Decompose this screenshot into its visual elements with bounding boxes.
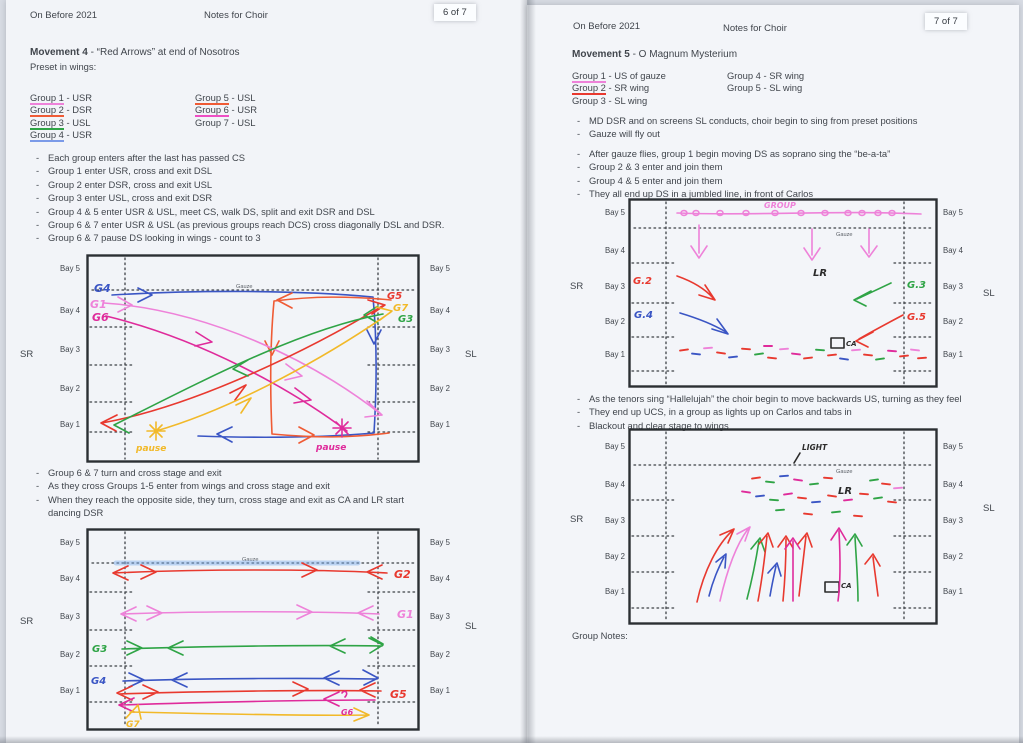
group-list-col2 bbox=[727, 70, 804, 95]
choir-member-dash bbox=[918, 358, 926, 359]
hand-label: G1 bbox=[397, 608, 414, 621]
bay-label: Bay 2 bbox=[60, 384, 80, 393]
bay-label: Bay 4 bbox=[943, 480, 963, 489]
choir-member-dash bbox=[742, 491, 750, 492]
hand-stroke bbox=[123, 670, 378, 687]
group-preset-row bbox=[30, 92, 92, 104]
choir-member-dash bbox=[874, 497, 882, 498]
bullet-dash: - bbox=[36, 205, 40, 217]
bay-label: Bay 1 bbox=[430, 420, 450, 429]
choir-member-dash bbox=[840, 358, 848, 359]
bay-label: Bay 2 bbox=[430, 650, 450, 659]
choir-member-dash bbox=[804, 514, 812, 515]
page-number: 6 of 7 bbox=[443, 7, 467, 18]
hand-stroke bbox=[121, 605, 379, 621]
bay-label: Bay 2 bbox=[605, 317, 625, 326]
choir-member-dash bbox=[900, 356, 908, 357]
bullet-dash: - bbox=[36, 152, 40, 163]
stage-diagram-movement5-gather bbox=[628, 198, 938, 388]
bay-label: Bay 3 bbox=[943, 282, 963, 291]
bullet-text: Group 4 & 5 enter USR & USL, meet CS, walk DS, split and exit DSR and DSL bbox=[48, 205, 375, 217]
bullet-text: They end up UCS, in a group as lights up on Carlos and tabs in bbox=[589, 406, 852, 418]
bullet-dash: - bbox=[577, 406, 581, 418]
bay-label: Bay 5 bbox=[60, 538, 80, 547]
movement-heading bbox=[572, 49, 737, 60]
hand-stroke bbox=[831, 338, 844, 348]
hand-stroke bbox=[785, 538, 800, 601]
hand-stroke bbox=[677, 276, 715, 300]
group-position: - SL wing bbox=[760, 82, 803, 94]
hand-stroke bbox=[126, 705, 369, 721]
stage-sr-label: SR bbox=[570, 281, 584, 292]
page-left bbox=[6, 0, 527, 743]
header-show-title: On Before 2021 bbox=[573, 21, 641, 32]
choir-member-dash bbox=[832, 512, 840, 513]
bullet-dash: - bbox=[577, 188, 581, 200]
group-position: - SR wing bbox=[760, 70, 805, 81]
bay-label: Bay 1 bbox=[943, 587, 963, 596]
hand-label: G3 bbox=[398, 314, 414, 325]
choir-member-dash bbox=[876, 358, 884, 359]
bay-label: Bay 4 bbox=[430, 574, 450, 583]
hand-label: LR bbox=[838, 486, 853, 497]
hand-label: G5 bbox=[387, 291, 403, 302]
bay-label: Bay 5 bbox=[430, 538, 450, 547]
bullet-text: Group 6 & 7 enter USR & USL (as previous groups reach DCS) cross diagonally DSL and DSR. bbox=[48, 219, 445, 231]
stage-diagram-movement4-lines bbox=[86, 528, 420, 731]
bullet-text: As the tenors sing “Hallelujah” the choir begin to move backwards US, turning as they feel bbox=[589, 393, 962, 404]
hand-stroke bbox=[691, 225, 877, 260]
choir-member-dash bbox=[911, 350, 919, 351]
hand-stroke bbox=[677, 213, 921, 214]
bay-label: Bay 5 bbox=[60, 264, 80, 273]
bullet-list bbox=[577, 147, 1017, 201]
group-name: Group 1 bbox=[30, 92, 64, 103]
bullet-dash: - bbox=[36, 493, 40, 505]
choir-member-dash bbox=[816, 350, 824, 351]
bay-label: Bay 1 bbox=[943, 350, 963, 359]
group-name: Group 4 bbox=[727, 70, 761, 81]
bullet-item bbox=[36, 191, 516, 204]
group-list-col1 bbox=[572, 70, 666, 107]
hand-label: GROUP bbox=[764, 201, 796, 210]
choir-member-dash bbox=[692, 354, 700, 355]
bullet-item bbox=[577, 392, 1017, 405]
bullet-item bbox=[36, 479, 436, 492]
hand-label: G4 bbox=[91, 676, 107, 687]
bay-label: Bay 2 bbox=[60, 650, 80, 659]
bullet-list bbox=[36, 151, 516, 245]
bay-label: Bay 4 bbox=[430, 306, 450, 315]
bay-label: Bay 1 bbox=[605, 350, 625, 359]
group-notes-label: Group Notes: bbox=[572, 630, 628, 641]
hand-stroke bbox=[794, 453, 800, 463]
hand-stroke bbox=[112, 288, 381, 442]
bay-label: Bay 5 bbox=[605, 208, 625, 217]
bullet-item bbox=[577, 160, 1017, 173]
bullet-text: Group 3 enter USL, cross and exit DSR bbox=[48, 192, 213, 204]
page-seam bbox=[520, 0, 536, 743]
bay-label: Bay 4 bbox=[943, 246, 963, 255]
group-position: - USR bbox=[63, 92, 92, 103]
bay-label: Bay 4 bbox=[60, 306, 80, 315]
choir-member-dash bbox=[717, 352, 725, 353]
bullet-item bbox=[36, 493, 436, 520]
bullet-text: Blackout and clear stage to wings bbox=[589, 419, 729, 431]
hand-label: G4 bbox=[94, 282, 111, 295]
movement-title: Movement 4 bbox=[30, 47, 88, 58]
choir-member-dash bbox=[780, 476, 788, 477]
group-preset-row bbox=[572, 95, 666, 107]
group-preset-row bbox=[195, 92, 257, 104]
hand-stroke bbox=[856, 315, 903, 347]
bullet-text: Gauze will fly out bbox=[589, 128, 660, 140]
choir-member-dash bbox=[810, 484, 818, 485]
bay-label: Bay 1 bbox=[605, 587, 625, 596]
movement-heading bbox=[30, 47, 240, 58]
stage-diagram-movement5-retreat bbox=[628, 428, 938, 625]
group-preset-row bbox=[30, 104, 92, 116]
hand-stroke bbox=[768, 563, 781, 596]
hand-stroke bbox=[778, 536, 793, 601]
bay-label: Bay 3 bbox=[60, 345, 80, 354]
group-name: Group 6 bbox=[195, 104, 229, 116]
group-list-col1 bbox=[30, 92, 92, 142]
bullet-item bbox=[36, 151, 516, 164]
choir-member-dash bbox=[766, 482, 774, 483]
hand-stroke bbox=[847, 534, 862, 601]
hand-label: G1 bbox=[90, 298, 107, 311]
bullet-item bbox=[577, 174, 1017, 187]
group-name: Group 3 bbox=[30, 116, 64, 128]
stage-sl-label: SL bbox=[465, 349, 477, 360]
group-position: - USR bbox=[63, 129, 92, 141]
hand-label: G.4 bbox=[634, 310, 653, 321]
choir-member-dash bbox=[854, 516, 862, 517]
choir-member-dash bbox=[729, 357, 737, 358]
choir-member-dash bbox=[755, 353, 763, 354]
bullet-item bbox=[36, 178, 516, 191]
bullet-dash: - bbox=[577, 174, 581, 186]
header-doc-title: Notes for Choir bbox=[723, 23, 787, 34]
hand-label: pause bbox=[316, 443, 347, 453]
hand-stroke bbox=[147, 307, 392, 440]
choir-member-dash bbox=[776, 510, 784, 511]
bullet-list bbox=[36, 466, 436, 520]
hand-stroke bbox=[831, 528, 846, 601]
hand-label: G.3 bbox=[907, 280, 926, 291]
choir-member-dash bbox=[824, 478, 832, 479]
hand-stroke bbox=[798, 533, 812, 596]
choir-member-dash bbox=[888, 351, 896, 352]
bay-label: Bay 2 bbox=[943, 317, 963, 326]
choir-member-dash bbox=[780, 349, 788, 350]
hand-stroke bbox=[117, 682, 381, 700]
bay-label: Bay 5 bbox=[430, 264, 450, 273]
group-position: - SL wing bbox=[605, 94, 648, 106]
hand-label: G.2 bbox=[633, 276, 652, 287]
bullet-text: Group 6 & 7 pause DS looking in wings - count to 3 bbox=[48, 232, 261, 244]
bullet-dash: - bbox=[577, 393, 581, 404]
choir-member-dash bbox=[768, 358, 776, 359]
hand-stroke bbox=[747, 538, 765, 599]
choir-member-dash bbox=[752, 477, 760, 478]
hand-label: G6 bbox=[341, 708, 354, 717]
bullet-item bbox=[36, 231, 516, 244]
group-name: Group 5 bbox=[727, 82, 761, 94]
gauze-label: Gauze bbox=[836, 469, 853, 475]
bullet-dash: - bbox=[577, 115, 581, 126]
hand-label: G7 bbox=[393, 303, 409, 314]
bullet-text: They all end up DS in a jumbled line, in front of Carlos bbox=[589, 188, 814, 200]
hand-label: G.5 bbox=[907, 312, 926, 323]
choir-member-dash bbox=[812, 502, 820, 503]
hand-label: CA bbox=[846, 340, 857, 348]
bullet-dash: - bbox=[36, 219, 40, 231]
page-number-slip bbox=[434, 4, 476, 21]
choir-member-dash bbox=[870, 479, 878, 480]
group-name: Group 2 bbox=[572, 82, 606, 94]
gauze-label: Gauze bbox=[836, 232, 853, 238]
stage-sr-label: SR bbox=[570, 514, 584, 525]
hand-label: LIGHT bbox=[802, 443, 828, 452]
group-preset-row bbox=[30, 117, 92, 129]
group-name: Group 5 bbox=[195, 92, 229, 103]
bullet-dash: - bbox=[36, 165, 40, 177]
choir-member-dash bbox=[828, 355, 836, 356]
bullet-text: After gauze flies, group 1 begin moving DS as soprano sing the “be-a-ta” bbox=[589, 148, 891, 159]
bullet-text: MD DSR and on screens SL conducts, choir begin to sing from preset positions bbox=[589, 115, 918, 126]
bullet-item bbox=[577, 114, 1017, 127]
choir-member-dash bbox=[770, 500, 778, 501]
bullet-item bbox=[36, 164, 516, 177]
group-list-col2 bbox=[195, 92, 257, 129]
choir-member-dash bbox=[792, 354, 800, 355]
group-name: Group 7 bbox=[195, 116, 229, 128]
bullet-item bbox=[36, 205, 516, 218]
group-position: - USR bbox=[228, 104, 257, 116]
stage-sl-label: SL bbox=[465, 621, 477, 632]
bullet-text: Group 1 enter USR, cross and exit DSL bbox=[48, 165, 213, 177]
bullet-text: When they reach the opposite side, they turn, cross stage and exit as CA and LR start dancing DSR bbox=[48, 493, 404, 519]
bay-label: Bay 4 bbox=[60, 574, 80, 583]
stage-sl-label: SL bbox=[983, 288, 995, 299]
choir-member-dash bbox=[680, 349, 688, 350]
choir-member-dash bbox=[864, 355, 872, 356]
choir-member-dash bbox=[704, 348, 712, 349]
hand-stroke bbox=[825, 582, 839, 592]
group-position: - SR wing bbox=[605, 82, 650, 94]
bay-label: Bay 3 bbox=[60, 612, 80, 621]
choir-member-dash bbox=[882, 484, 890, 485]
group-name: Group 1 bbox=[572, 70, 606, 81]
hand-stroke bbox=[119, 691, 375, 712]
group-preset-row bbox=[727, 82, 804, 94]
choir-member-dash bbox=[784, 493, 792, 494]
group-position: - USL bbox=[228, 116, 256, 128]
group-preset-row bbox=[30, 129, 92, 141]
bullet-item bbox=[577, 405, 1017, 418]
choir-member-dash bbox=[756, 496, 764, 497]
hand-label: G5 bbox=[390, 688, 407, 701]
page-number: 7 of 7 bbox=[934, 16, 958, 27]
bay-label: Bay 1 bbox=[60, 686, 80, 695]
group-preset-row bbox=[572, 82, 666, 94]
header-show-title: On Before 2021 bbox=[30, 10, 98, 21]
choir-member-dash bbox=[844, 500, 852, 501]
group-position: - USL bbox=[63, 116, 91, 128]
group-position: - DSR bbox=[63, 104, 92, 116]
stage-sl-label: SL bbox=[983, 503, 995, 514]
bullet-dash: - bbox=[577, 419, 581, 431]
hand-label: G2 bbox=[394, 568, 411, 581]
bullet-dash: - bbox=[36, 178, 40, 190]
bullet-text: Each group enters after the last has passed CS bbox=[48, 152, 245, 163]
bay-label: Bay 5 bbox=[605, 442, 625, 451]
stage-sr-label: SR bbox=[20, 616, 34, 627]
bullet-dash: - bbox=[36, 480, 40, 492]
bay-label: Bay 3 bbox=[605, 516, 625, 525]
hand-label: LR bbox=[813, 268, 828, 279]
bay-label: Bay 5 bbox=[943, 442, 963, 451]
bullet-item bbox=[36, 218, 516, 231]
hand-stroke bbox=[854, 283, 891, 306]
bullet-text: Group 4 & 5 enter and join them bbox=[589, 174, 723, 186]
hand-stroke bbox=[122, 637, 383, 655]
movement-subtitle: - O Magnum Mysterium bbox=[629, 49, 738, 60]
choir-member-dash bbox=[860, 494, 868, 495]
hand-stroke bbox=[680, 313, 728, 334]
hand-stroke bbox=[865, 554, 880, 596]
choir-member-dash bbox=[852, 350, 860, 351]
bay-label: Bay 3 bbox=[605, 282, 625, 291]
bay-label: Bay 2 bbox=[943, 552, 963, 561]
bullet-text: Group 2 & 3 enter and join them bbox=[589, 161, 723, 173]
movement-title: Movement 5 bbox=[572, 49, 630, 60]
group-name: Group 4 bbox=[30, 129, 64, 141]
bullet-text: Group 2 enter DSR, cross and exit USL bbox=[48, 178, 213, 190]
bullet-item bbox=[577, 127, 1017, 140]
hand-label: G6 bbox=[92, 311, 109, 324]
preset-label: Preset in wings: bbox=[30, 61, 97, 72]
bullet-text: As they cross Groups 1-5 enter from wings and cross stage and exit bbox=[48, 480, 330, 492]
hand-stroke bbox=[697, 529, 734, 602]
hand-stroke bbox=[113, 563, 387, 580]
bay-label: Bay 3 bbox=[430, 345, 450, 354]
hand-stroke bbox=[106, 316, 351, 437]
choir-member-dash bbox=[742, 349, 750, 350]
hand-label: G7 bbox=[126, 720, 140, 730]
bullet-dash: - bbox=[36, 232, 40, 244]
bullet-text: Group 6 & 7 turn and cross stage and exit bbox=[48, 467, 222, 478]
gauze-label: Gauze bbox=[236, 284, 253, 290]
bullet-dash: - bbox=[36, 467, 40, 478]
bullet-dash: - bbox=[577, 161, 581, 173]
bay-label: Bay 3 bbox=[943, 516, 963, 525]
bay-label: Bay 4 bbox=[605, 246, 625, 255]
choir-member-dash bbox=[794, 479, 802, 480]
group-name: Group 2 bbox=[30, 104, 64, 116]
movement-subtitle: - “Red Arrows” at end of Nosotros bbox=[87, 47, 240, 58]
bullet-item bbox=[577, 147, 1017, 160]
bay-label: Bay 5 bbox=[943, 208, 963, 217]
group-preset-row bbox=[727, 70, 804, 82]
bay-label: Bay 1 bbox=[60, 420, 80, 429]
group-preset-row bbox=[195, 104, 257, 116]
choir-member-dash bbox=[888, 502, 896, 503]
hand-label: G3 bbox=[92, 644, 108, 655]
bay-label: Bay 2 bbox=[605, 552, 625, 561]
header-doc-title: Notes for Choir bbox=[204, 10, 268, 21]
bullet-item bbox=[36, 466, 436, 479]
gauze-label: Gauze bbox=[242, 557, 259, 563]
group-position: - USL bbox=[228, 92, 256, 103]
bullet-dash: - bbox=[577, 128, 581, 140]
bay-label: Bay 4 bbox=[605, 480, 625, 489]
choir-member-dash bbox=[804, 358, 812, 359]
group-preset-row bbox=[572, 70, 666, 82]
choir-member-dash bbox=[894, 488, 902, 489]
page-right bbox=[527, 5, 1019, 743]
choir-member-dash bbox=[828, 495, 836, 496]
stage-sr-label: SR bbox=[20, 349, 34, 360]
group-name: Group 3 bbox=[572, 94, 606, 106]
bay-label: Bay 3 bbox=[430, 612, 450, 621]
bullet-dash: - bbox=[577, 148, 581, 159]
bay-label: Bay 2 bbox=[430, 384, 450, 393]
hand-label: pause bbox=[136, 444, 167, 454]
hand-stroke bbox=[104, 297, 382, 417]
choir-member-dash bbox=[798, 498, 806, 499]
bullet-list bbox=[577, 392, 1017, 432]
hand-label: CA bbox=[841, 582, 852, 590]
stage-diagram-movement4-crossing bbox=[86, 254, 420, 463]
bay-label: Bay 1 bbox=[430, 686, 450, 695]
group-position: - US of gauze bbox=[605, 70, 666, 81]
bullet-dash: - bbox=[36, 192, 40, 204]
page-number-slip bbox=[925, 13, 967, 30]
bullet-list bbox=[577, 114, 1017, 141]
group-preset-row bbox=[195, 117, 257, 129]
